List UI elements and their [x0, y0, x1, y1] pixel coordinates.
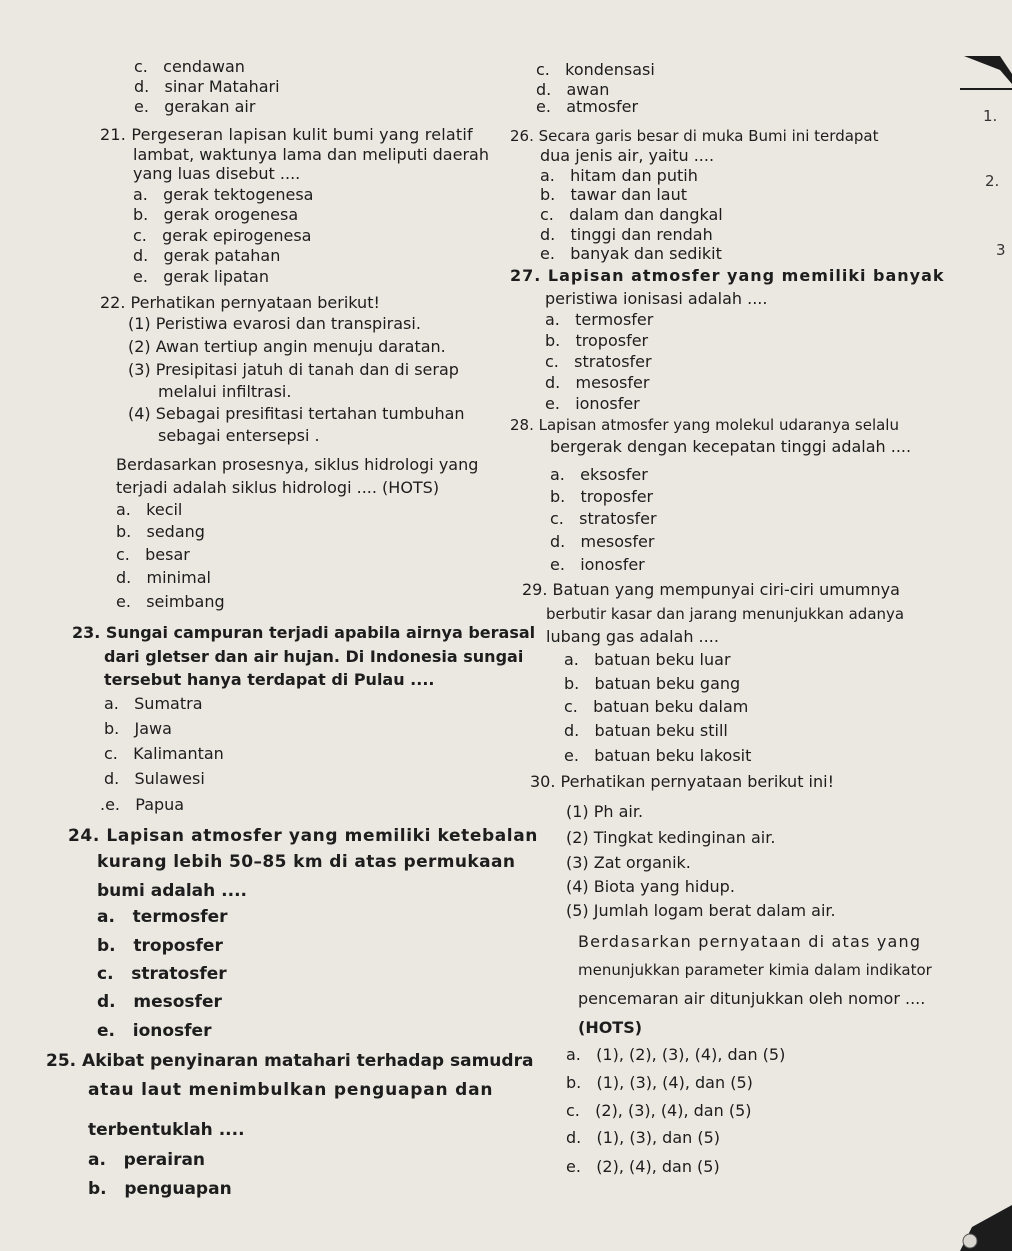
question-29-text: berbutir kasar dan jarang menunjukkan adanya: [546, 605, 905, 623]
question-23-text: dari gletser dan air hujan. Di Indonesia sungai: [104, 647, 524, 666]
question-23-option-a: a. Sumatra: [104, 694, 203, 713]
question-30-text: pencemaran air ditunjukkan oleh nomor ....: [578, 989, 926, 1008]
question-22-option-b: b. sedang: [116, 522, 205, 541]
question-30-option-c: c. (2), (3), (4), dan (5): [566, 1101, 752, 1120]
question-30-text: Berdasarkan pernyataan di atas yang: [578, 932, 922, 951]
question-26-option-b: b. tawar dan laut: [540, 185, 687, 204]
question-26-option-c: c. dalam dan dangkal: [540, 205, 723, 224]
margin-number: 1.: [983, 107, 998, 125]
question-30-option-a: a. (1), (2), (3), (4), dan (5): [566, 1045, 786, 1064]
question-22-option-a: a. kecil: [116, 500, 183, 519]
question-21-text: 21. Pergeseran lapisan kulit bumi yang relatif: [100, 125, 473, 144]
question-30-statement: (1) Ph air.: [566, 802, 644, 821]
question-23-option-c: c. Kalimantan: [104, 744, 224, 763]
question-30-text: 30. Perhatikan pernyataan berikut ini!: [530, 772, 834, 791]
question-24-text: 24. Lapisan atmosfer yang memiliki ketebalan: [68, 826, 538, 846]
question-23-text: 23. Sungai campuran terjadi apabila airnya berasal: [72, 623, 536, 642]
question-25-text: terbentuklah ....: [88, 1120, 245, 1140]
question-28-option-c: c. stratosfer: [550, 509, 657, 528]
question-30-statement: (3) Zat organik.: [566, 853, 691, 872]
question-22-statement: melalui infiltrasi.: [158, 382, 292, 401]
question-26-text: dua jenis air, yaitu ....: [540, 146, 715, 165]
margin-number: 3: [996, 241, 1006, 259]
question-30-statement: (2) Tingkat kedinginan air.: [566, 828, 776, 847]
question-29-option-b: b. batuan beku gang: [564, 674, 741, 693]
question-21-option-e: e. gerak lipatan: [133, 267, 269, 286]
question-22-option-e: e. seimbang: [116, 592, 225, 611]
question-29-option-d: d. batuan beku still: [564, 721, 728, 740]
question-26-option-d: d. tinggi dan rendah: [540, 225, 713, 244]
question-27-text: 27. Lapisan atmosfer yang memiliki banyak: [510, 266, 945, 285]
prev-option-d: d. sinar Matahari: [134, 77, 280, 96]
question-24-text: bumi adalah ....: [97, 881, 247, 901]
question-30-hots-label: (HOTS): [578, 1018, 643, 1037]
question-28-option-a: a. eksosfer: [550, 465, 648, 484]
question-29-option-e: e. batuan beku lakosit: [564, 746, 752, 765]
question-30-text: menunjukkan parameter kimia dalam indikator: [578, 961, 932, 979]
question-21-option-a: a. gerak tektogenesa: [133, 185, 314, 204]
question-27-option-b: b. troposfer: [545, 331, 649, 350]
question-27-option-d: d. mesosfer: [545, 373, 650, 392]
question-27-option-a: a. termosfer: [545, 310, 654, 329]
question-30-option-d: d. (1), (3), dan (5): [566, 1128, 721, 1147]
margin-number: 2.: [985, 172, 1000, 190]
question-25-text: atau laut menimbulkan penguapan dan: [88, 1080, 494, 1100]
question-21-option-d: d. gerak patahan: [133, 246, 281, 265]
prev-option-c: c. kondensasi: [536, 60, 655, 79]
question-21-text: yang luas disebut ....: [133, 164, 301, 183]
prev-option-e: e. gerakan air: [134, 97, 256, 116]
question-23-option-e: .e. Papua: [100, 795, 185, 814]
question-25-option-a: a. perairan: [88, 1150, 206, 1170]
question-22-statement: (3) Presipitasi jatuh di tanah dan di serap: [128, 360, 459, 379]
question-24-option-a: a. termosfer: [97, 907, 228, 927]
question-29-option-c: c. batuan beku dalam: [564, 697, 749, 716]
prev-option-e: e. atmosfer: [536, 97, 639, 116]
question-28-text: 28. Lapisan atmosfer yang molekul udaranya selalu: [510, 416, 899, 434]
question-27-option-e: e. ionosfer: [545, 394, 640, 413]
question-22-option-c: c. besar: [116, 545, 190, 564]
question-21-text: lambat, waktunya lama dan meliputi daerah: [133, 145, 489, 164]
question-29-text: lubang gas adalah ....: [546, 627, 719, 646]
corner-decoration: [950, 1205, 1012, 1251]
question-23-option-d: d. Sulawesi: [104, 769, 205, 788]
question-24-option-d: d. mesosfer: [97, 992, 222, 1012]
question-23-option-b: b. Jawa: [104, 719, 172, 738]
question-27-text: peristiwa ionisasi adalah ....: [545, 289, 768, 308]
question-26-option-a: a. hitam dan putih: [540, 166, 698, 185]
question-21-option-b: b. gerak orogenesa: [133, 205, 299, 224]
question-26-text: 26. Secara garis besar di muka Bumi ini terdapat: [510, 127, 879, 145]
question-30-option-b: b. (1), (3), (4), dan (5): [566, 1073, 753, 1092]
question-30-statement: (5) Jumlah logam berat dalam air.: [566, 901, 836, 920]
prev-option-d: d. awan: [536, 80, 610, 99]
question-24-text: kurang lebih 50–85 km di atas permukaan: [97, 852, 516, 872]
question-22-statement: sebagai entersepsi .: [158, 426, 320, 445]
question-22-statement: (4) Sebagai presifitasi tertahan tumbuhan: [128, 404, 465, 423]
question-22-statement: (1) Peristiwa evarosi dan transpirasi.: [128, 314, 421, 333]
question-24-option-e: e. ionosfer: [97, 1021, 212, 1041]
question-21-option-c: c. gerak epirogenesa: [133, 226, 312, 245]
question-27-option-c: c. stratosfer: [545, 352, 652, 371]
question-29-option-a: a. batuan beku luar: [564, 650, 731, 669]
question-23-text: tersebut hanya terdapat di Pulau ....: [104, 670, 435, 689]
question-28-option-d: d. mesosfer: [550, 532, 655, 551]
question-25-text: 25. Akibat penyinaran matahari terhadap samudra: [46, 1051, 534, 1071]
question-22-text: 22. Perhatikan pernyataan berikut!: [100, 293, 380, 312]
question-22-statement: (2) Awan tertiup angin menuju daratan.: [128, 337, 446, 356]
prev-option-c: c. cendawan: [134, 57, 245, 76]
question-28-option-b: b. troposfer: [550, 487, 654, 506]
margin-decoration: [960, 50, 1012, 94]
question-30-option-e: e. (2), (4), dan (5): [566, 1157, 720, 1176]
question-26-option-e: e. banyak dan sedikit: [540, 244, 722, 263]
question-30-statement: (4) Biota yang hidup.: [566, 877, 735, 896]
question-22-text: terjadi adalah siklus hidrologi .... (HOTS): [116, 478, 440, 497]
question-22-text: Berdasarkan prosesnya, siklus hidrologi yang: [116, 455, 479, 474]
question-22-option-d: d. minimal: [116, 568, 211, 587]
question-24-option-b: b. troposfer: [97, 936, 223, 956]
question-24-option-c: c. stratosfer: [97, 964, 227, 984]
question-28-option-e: e. ionosfer: [550, 555, 645, 574]
question-29-text: 29. Batuan yang mempunyai ciri-ciri umumnya: [522, 580, 900, 599]
question-28-text: bergerak dengan kecepatan tinggi adalah ....: [550, 437, 912, 456]
question-25-option-b: b. penguapan: [88, 1179, 232, 1199]
